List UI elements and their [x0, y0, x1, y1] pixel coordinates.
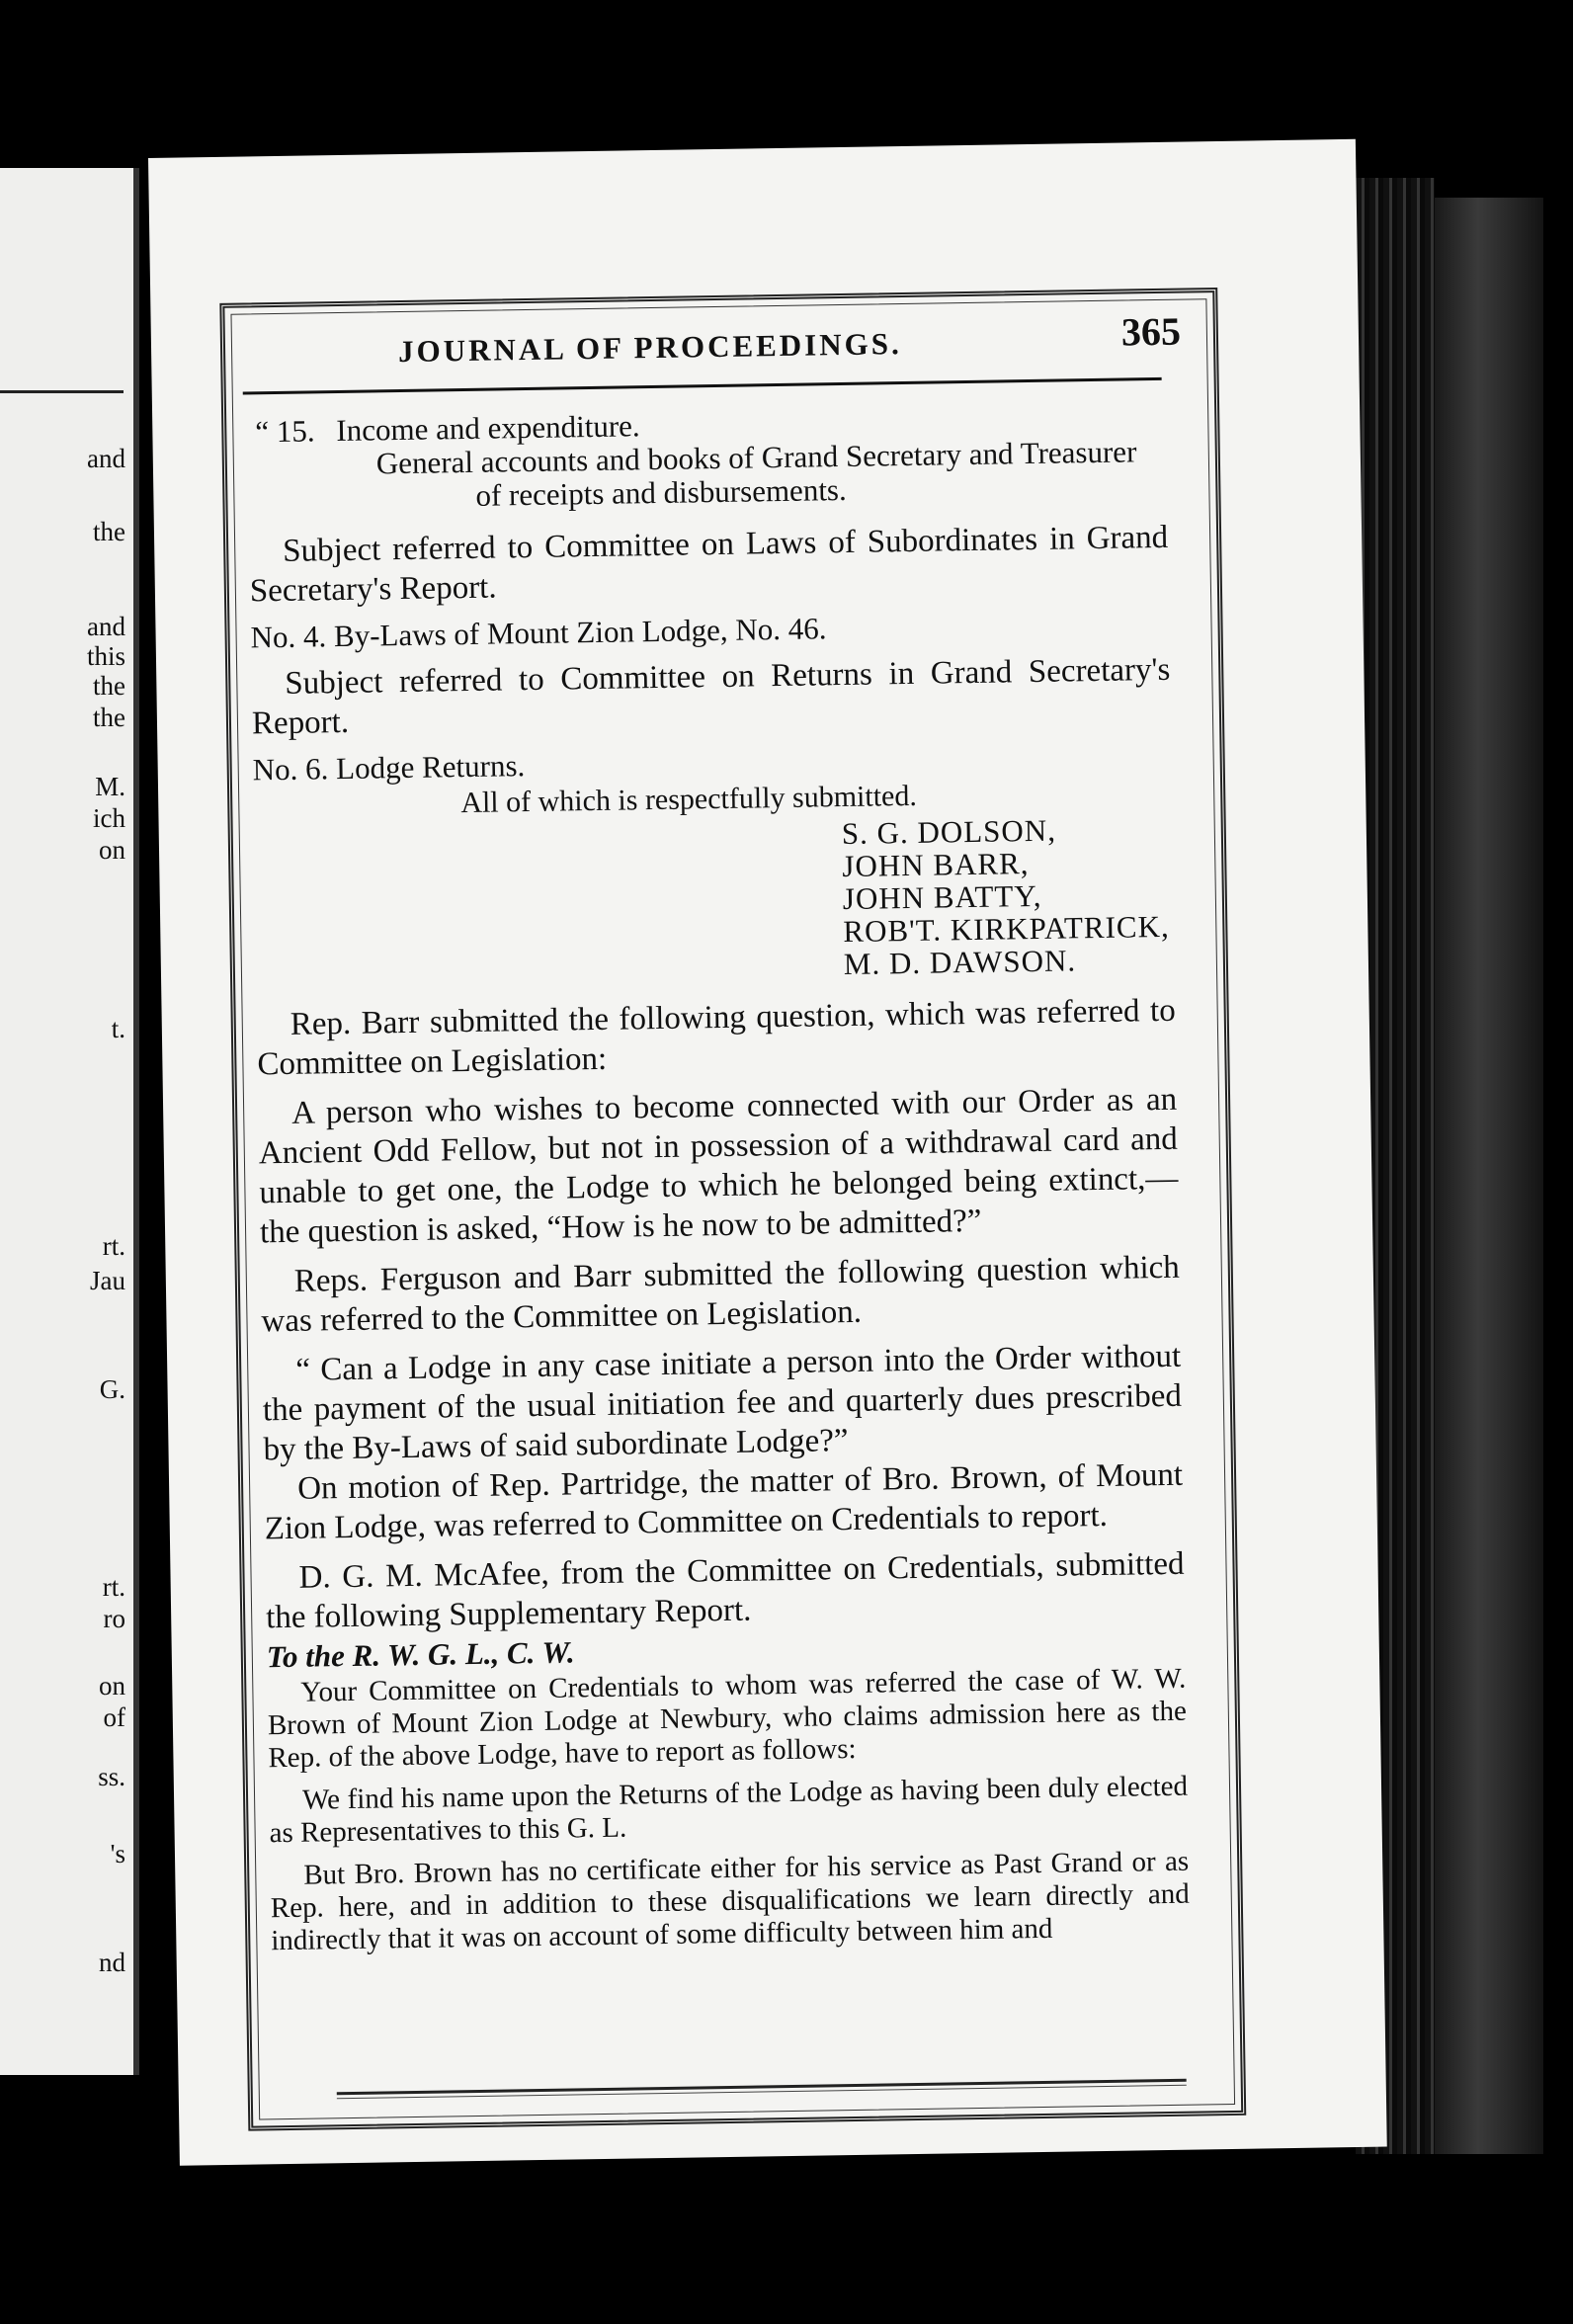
left-page-fragment: and — [87, 612, 125, 641]
left-page-fragment: the — [93, 671, 125, 701]
paragraph: D. G. M. McAfee, from the Committee on Credentials, submitted the following Supplementary Report. — [265, 1545, 1185, 1636]
left-page-fragment: ich — [93, 803, 125, 833]
item-text: Income and expenditure. — [336, 408, 640, 449]
left-page-fragment: the — [93, 703, 125, 732]
paragraph: Subject referred to Committee on Laws of Subordinates in Grand Secretary's Report. — [249, 519, 1169, 610]
quoted-question: “ Can a Lodge in any case initiate a person into the Order without the payment of the usual initiation fee and quarterly dues prescribed by the By-Laws of said subordinate Lodge?” — [262, 1338, 1183, 1468]
paragraph: Subject referred to Committee on Returns in Grand Secretary's Report. — [251, 651, 1171, 742]
left-page-fragment: t. — [111, 1014, 125, 1043]
report-paragraph: Your Committee on Credentials to whom was referred the case of W. W. Brown of Mount Zion Lodge at Newbury, who claims admission here as the Rep. of the above Lodge, have to report as follows: — [267, 1662, 1188, 1775]
paragraph: A person who wishes to become connected with our Order as an Ancient Odd Fellow, but not in possession of a withdrawal card and unable to get one, the Lodge to which he belonged being extinct,— the question is asked, “How is he now to be admitted?” — [258, 1081, 1179, 1251]
left-page-fragment: 's — [110, 1839, 125, 1868]
left-page-fragment: Jau — [90, 1266, 125, 1295]
left-page-fragment: G. — [99, 1374, 125, 1404]
signatory: JOHN BATTY, — [842, 877, 1042, 917]
left-page-fragment: M. — [95, 772, 125, 801]
book-cover-edge — [1435, 198, 1543, 2154]
paragraph: Reps. Ferguson and Barr submitted the following question which was referred to the Committee on Legislation. — [261, 1249, 1181, 1340]
list-item-4: No. 4. By-Laws of Mount Zion Lodge, No. 46. — [250, 611, 827, 655]
list-item-6: No. 6. Lodge Returns. — [252, 748, 526, 788]
paragraph: Rep. Barr submitted the following question, which was referred to Committee on Legislation: — [257, 992, 1176, 1083]
page-number: 365 — [1120, 308, 1182, 355]
page-body — [247, 401, 1190, 1957]
left-page-fragment: rt. — [102, 1572, 125, 1602]
left-page-fragment: on — [99, 835, 125, 865]
item-text: General accounts and books of Grand Secretary and Treasurer — [375, 434, 1137, 481]
running-head: JOURNAL OF PROCEEDINGS. — [397, 326, 902, 370]
signature-block — [254, 812, 1175, 990]
left-facing-page — [0, 168, 139, 2075]
left-page-fragment: ro — [103, 1604, 125, 1633]
report-paragraph: We find his name upon the Returns of the Lodge as having been duly elected as Representatives to this G. L. — [269, 1770, 1189, 1850]
signatory: S. G. DOLSON, — [841, 812, 1057, 852]
signatory: ROB'T. KIRKPATRICK, — [843, 908, 1170, 950]
report-paragraph: But Bro. Brown has no certificate either for his service as Past Grand or as Rep. here, and in addition to these disqualifications we learn directly and indirectly that it was on account of some difficulty between him and — [270, 1845, 1190, 1957]
left-page-fragment: and — [87, 444, 125, 473]
signatory: JOHN BARR, — [842, 846, 1030, 884]
left-page-fragment: on — [99, 1671, 125, 1701]
left-page-fragment: nd — [99, 1948, 125, 1977]
list-item-15 — [247, 401, 1167, 517]
left-page-fragment: ss. — [98, 1762, 125, 1791]
acknowledgement-line: All of which is respectfully submitted. — [460, 779, 918, 820]
salutation: To the R. W. G. L., C. W. — [266, 1634, 575, 1675]
left-page-rule — [0, 390, 124, 393]
item-text: of receipts and disbursements. — [475, 471, 847, 513]
left-page-fragment: of — [103, 1702, 125, 1732]
paragraph: On motion of Rep. Partridge, the matter of Bro. Brown, of Mount Zion Lodge, was referred to Committee on Credentials to report. — [264, 1456, 1184, 1547]
journal-page — [148, 139, 1387, 2166]
signatory: M. D. DAWSON. — [843, 943, 1077, 982]
left-page-fragment: this — [86, 641, 125, 671]
item-number: “ 15. — [255, 413, 315, 450]
left-page-fragment: rt. — [102, 1231, 125, 1261]
left-page-fragment: the — [93, 517, 125, 546]
